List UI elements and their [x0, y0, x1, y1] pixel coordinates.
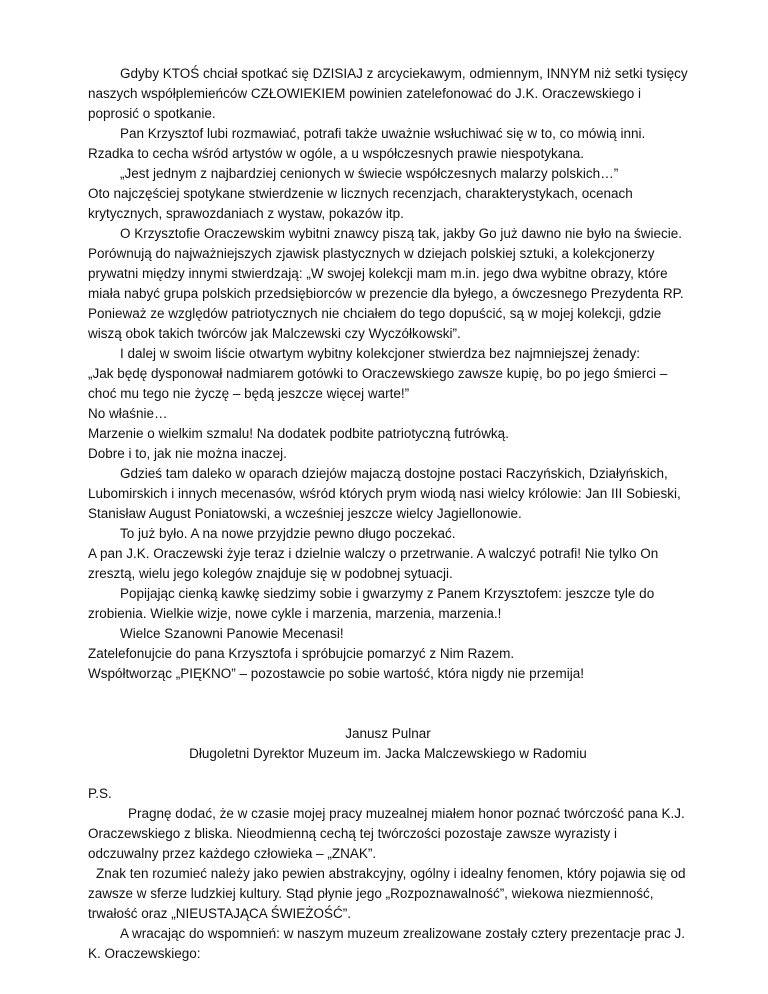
paragraph-already-was: To już było. A na nowe przyjdzie pewno długo poczekać.	[120, 526, 456, 541]
paragraph-collectors: Porównują do najważniejszych zjawisk plastycznych w dziejach polskiej sztuki, a kolekcjonerzy prywatni między innymi stwierdzają: „W swojej kolekcji mam m.in. jego dwa wybitne obrazy, które miała nabyć grupa polskich przedsiębiorców w prezencie dla byłego, a ówczesnego Prezydenta RP. Ponieważ ze względów patriotycznych nie chciałem do tego dopuścić, są w mojej kolekcji, gdzie wiszą obok takich twórców jak Malczewski czy Wyczółkowski”.	[88, 246, 684, 341]
paragraph-experts: O Krzysztofie Oraczewskim wybitni znawcy piszą tak, jakby Go już dawno nie było na świecie.	[120, 226, 682, 241]
paragraph-intro: Gdyby KTOŚ chciał spotkać się DZISIAJ z arcyciekawym, odmiennym, INNYM niż setki tysięcy naszych współplemieńców CZŁOWIEKIEM powinien zatelefonować do J.K. Oraczewskiego i poprosić o spotkanie.	[88, 66, 688, 121]
paragraph-listening: Pan Krzysztof lubi rozmawiać, potrafi także uważnie wsłuchiwać się w to, co mówią inni.	[120, 126, 646, 141]
paragraph-dream: Marzenie o wielkim szmalu! Na dodatek podbite patriotyczną futrówką.	[88, 426, 509, 441]
signature-title: Długoletni Dyrektor Muzeum im. Jacka Malczewskiego w Radomiu	[189, 746, 587, 761]
paragraph-survival: A pan J.K. Oraczewski żyje teraz i dzielnie walczy o przetrwanie. A walczyć potrafi! Nie tylko On zresztą, wielu jego kolegów znajduje się w podobnej sytuacji.	[88, 546, 659, 581]
paragraph-good-enough: Dobre i to, jak nie można inaczej.	[88, 446, 287, 461]
paragraph-reviews: Oto najczęściej spotykane stwierdzenie w licznych recenzjach, charakterystykach, ocenach krytycznych, sprawozdaniach z wystaw, pokazów itp.	[88, 186, 633, 221]
paragraph-open-letter: I dalej w swoim liście otwartym wybitny kolekcjoner stwierdza bez najmniejszej żenady:	[120, 346, 640, 361]
postscript-paragraph-memories: A wracając do wspomnień: w naszym muzeum zrealizowane zostały cztery prezentacje prac J. K. Oraczewskiego:	[88, 926, 685, 961]
signature-name: Janusz Pulnar	[345, 726, 431, 741]
paragraph-coffee: Popijając cienką kawkę siedzimy sobie i gwarzymy z Panem Krzysztofem: jeszcze tyle do zrobienia. Wielkie wizje, nowe cykle i marzenia, marzenia, marzenia.!	[88, 586, 655, 621]
paragraph-rare-trait: Rzadka to cecha wśród artystów w ogóle, a u współczesnych prawie niespotykana.	[88, 146, 584, 161]
paragraph-patrons: Gdzieś tam daleko w oparach dziejów majaczą dostojne postaci Raczyńskich, Działyńskich, Lubomirskich i innych mecenasów, wśród których prym wiodą nasi wielcy królowie: Jan III Sobieski, Stanisław August Poniatowski, a wcześniej jeszcze wielcy Jagiellonowie.	[88, 466, 681, 521]
postscript-paragraph-sign: Pragnę dodać, że w czasie mojej pracy muzealnej miałem honor poznać twórczość pana K.J. Oraczewskiego z bliska. Nieodmienną cechą tej twórczości pozostaje zawsze wyrazisty i odczuwalny przez każdego człowieka – „ZNAK”.	[88, 806, 685, 861]
paragraph-collector-quote: „Jak będę dysponował nadmiarem gotówki to Oraczewskiego zawsze kupię, bo po jego śmierci – choć mu tego nie życzę – będą jeszcze więcej warte!”	[88, 366, 668, 401]
paragraph-quote-painters: „Jest jednym z najbardziej cenionych w świecie współczesnych malarzy polskich…”	[120, 166, 619, 181]
postscript-paragraph-recognition: Znak ten rozumieć należy jako pewien abstrakcyjny, ogólny i idealny fenomen, który pojawia się od zawsze w sferze ludzkiej kultury. Stąd płynie jego „Rozpoznawalność”, wiekowa niezmienność, trwałość oraz „NIEUSTAJĄCA ŚWIEŻOŚĆ”.	[88, 866, 686, 921]
paragraph-call-krzysztof: Zatelefonujcie do pana Krzysztofa i spróbujcie pomarzyć z Nim Razem.	[88, 646, 515, 661]
paragraph-greeting-patrons: Wielce Szanowni Panowie Mecenasi!	[120, 626, 344, 641]
paragraph-beauty: Współtworząc „PIĘKNO” – pozostawcie po sobie wartość, która nigdy nie przemija!	[88, 666, 584, 681]
paragraph-exactly: No właśnie…	[88, 406, 168, 421]
postscript-label: P.S.	[88, 786, 112, 801]
